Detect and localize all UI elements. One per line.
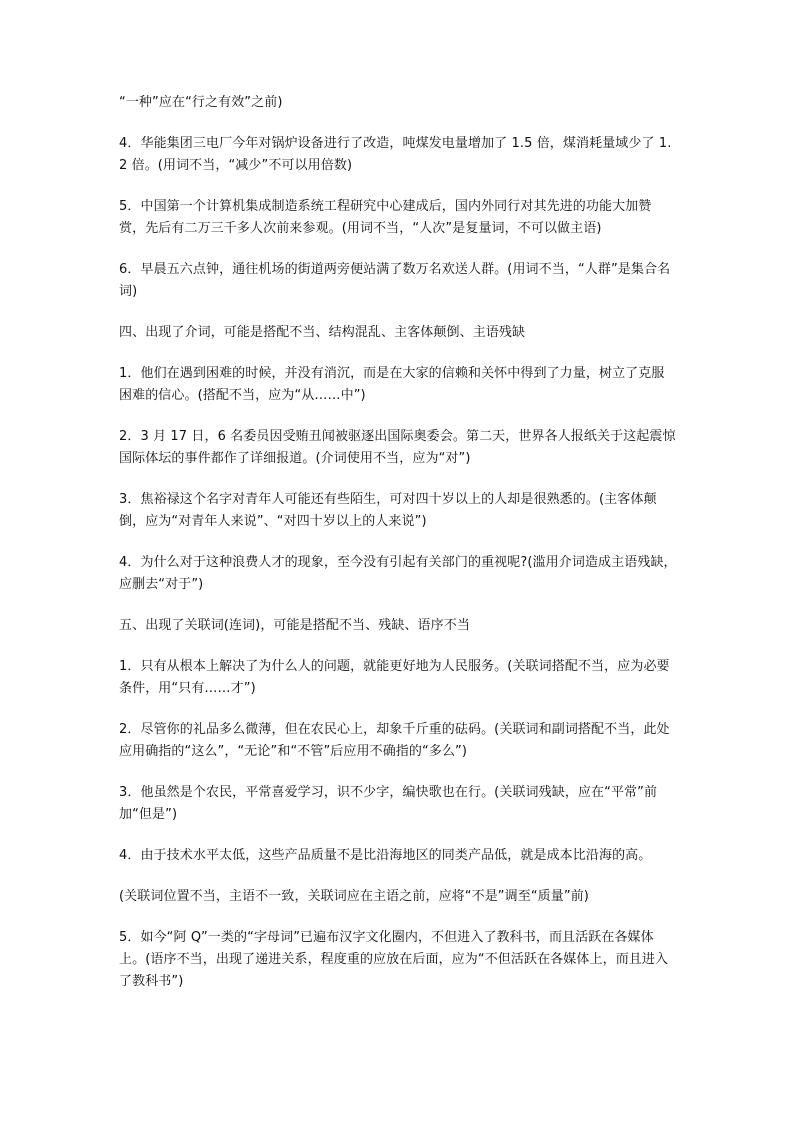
paragraph-10: 2．尽管你的礼品多么微薄，但在农民心上，却象千斤重的砝码。(关联词和副词搭配不当，此处应用确指的“这么”，“无论”和“不管”后应用不确指的“多么”): [119, 722, 670, 759]
paragraph-14: 5．如今“阿 Q”一类的“字母词”已遍布汉字文化圈内，不但进入了教科书，而且活跃在各媒体上。(语序不当，出现了递进关系，程度重的应放在后面，应为“不但活跃在各媒体上，而且进入了教科书”): [119, 930, 669, 989]
paragraph-11: 3．他虽然是个农民，平常喜爱学习，识不少字，编快歌也在行。(关联词残缺，应在“平常”前加“但是”): [119, 785, 658, 822]
paragraph-7: 3．焦裕禄这个名字对青年人可能还有些陌生，可对四十岁以上的人却是很熟悉的。(主客体颠倒，应为“对青年人来说”、“对四十岁以上的人来说”): [119, 492, 657, 529]
paragraph-13: (关联词位置不当，主语不一致，关联词应在主语之前，应将“不是”调至“质量”前): [119, 889, 589, 904]
paragraph-5: 1．他们在遇到困难的时候，并没有消沉，而是在大家的信赖和关怀中得到了力量，树立了克服困难的信心。(搭配不当，应为“从……中”): [119, 366, 665, 403]
section-heading-5: 五、出现了关联词(连词)，可能是搭配不当、残缺、语序不当: [119, 618, 470, 633]
paragraph-4: 6．早晨五六点钟，通往机场的街道两旁便站满了数万名欢送人群。(用词不当，“人群”是集合名词): [119, 262, 671, 299]
paragraph-12: 4．由于技术水平太低，这些产品质量不是比沿海地区的同类产品低，就是成本比沿海的高。: [119, 848, 652, 863]
paragraph-1: “一种”应在“行之有效”之前): [119, 95, 283, 110]
paragraph-9: 1．只有从根本上解决了为什么人的问题，就能更好地为人民服务。(关联词搭配不当，应为必要条件，用“只有……才”): [119, 659, 670, 696]
document-body: [119, 92, 677, 1012]
paragraph-2: 4．华能集团三电厂今年对锅炉设备进行了改造，吨煤发电量增加了 1.5 倍，煤消耗量域少了 1.2 倍。(用词不当，“减少”不可以用倍数): [119, 136, 672, 173]
paragraph-8: 4．为什么对于这种浪费人才的现象，至今没有引起有关部门的重视呢?(滥用介词造成主语残缺，应删去“对于”): [119, 555, 677, 592]
paragraph-3: 5．中国第一个计算机集成制造系统工程研究中心建成后，国内外同行对其先进的功能大加赞赏，先后有二万三千多人次前来参观。(用词不当，“人次”是复量词，不可以做主语): [119, 199, 652, 236]
paragraph-6: 2．3 月 17 日，6 名委员因受贿丑闻被驱逐出国际奥委会。第二天，世界各人报纸关于这起震惊国际体坛的事件都作了详细报道。(介词使用不当，应为“对”): [119, 429, 676, 466]
section-heading-4: 四、出现了介词，可能是搭配不当、结构混乱、主客体颠倒、主语残缺: [119, 325, 526, 340]
